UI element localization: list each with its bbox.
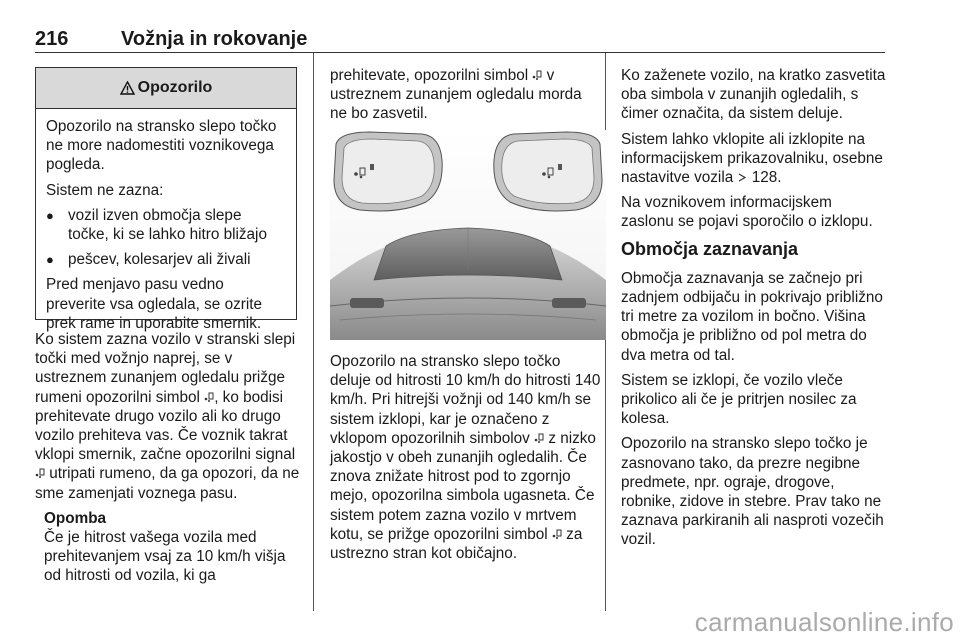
note-text: Če je hitrost vašega vozila med prehitevanjem vsaj za 10 km/h višja od hitrosti od vozila, ki ga <box>44 529 286 585</box>
warning-paragraph: Sistem ne zazna: <box>46 181 164 199</box>
paragraph: Opozorilo na stransko slepo točko je zasnovano tako, da prezre negibne predmete, npr. ograje, drogove, robnike, zidove in stebre. Prav tako ne zaznava parkiranih ali nasproti vozečih vozil. <box>621 435 884 549</box>
blind-spot-icon <box>204 392 214 403</box>
header-rule <box>35 52 885 53</box>
paragraph: Ko sistem zazna vozilo v stranski slepi točki med vožnjo naprej, se v ustreznem zunanjem ogledalu prižge rumeni opozorilni simbol , ko bodisi prehitevate drugo vozilo ali ko drugo vozilo prehiteva vas. Če voznik takrat vklopi smernik, začne opozorilni signal utripati rumeno, da ga opozori, da ne sme zamenjati voznega pasu. <box>35 331 300 502</box>
watermark: carmanualsonline.info <box>694 607 954 637</box>
column-1-text <box>35 330 300 586</box>
paragraph: Ko zaženete vozilo, na kratko zasvetita oba simbola v zunanjih ogledalih, s čimer označita, da sistem deluje. <box>621 67 886 123</box>
paragraph: Sistem se izklopi, če vozilo vleče prikolico ali če je pritrjen nosilec za kolesa. <box>621 371 857 428</box>
bullet-icon: ● <box>46 252 54 268</box>
blind-spot-icon <box>534 433 544 444</box>
paragraph: Na voznikovem informacijskem zaslonu se pojavi sporočilo o izklopu. <box>621 194 873 231</box>
page-header <box>35 26 885 52</box>
warning-paragraph: Pred menjavo pasu vedno preverite vsa ogledala, se ozrite prek rame in uporabite smernik. <box>46 276 262 332</box>
page-number: 216 <box>35 28 69 50</box>
column-2-bottom-text <box>330 352 602 569</box>
bullet-icon: ● <box>46 207 54 223</box>
warning-box <box>35 67 297 332</box>
right-mirror-icon <box>494 132 602 211</box>
page-reference[interactable]: 128. <box>751 169 782 187</box>
mirror-illustration <box>330 130 606 340</box>
paragraph: Območja zaznavanja se začnejo pri zadnjem odbijaču in pokrivajo približno tri metre za vozilom in bočno. Višina območja je približno od pol metra do dva metra od tal. <box>621 269 883 364</box>
warning-header <box>36 68 296 109</box>
blind-spot-icon <box>35 468 45 479</box>
blind-spot-icon <box>552 529 562 540</box>
page-reference-arrow-icon <box>737 172 747 183</box>
paragraph: prehitevate, opozorilni simbol v ustreznem zunanjem ogledalu morda ne bo zasvetil. <box>330 67 582 123</box>
column-divider-1 <box>313 53 314 611</box>
list-item <box>46 250 286 269</box>
warning-title: Opozorilo <box>137 79 213 96</box>
chapter-title: Vožnja in rokovanje <box>121 28 308 50</box>
list-item <box>46 206 286 244</box>
warning-paragraph: Opozorilo na stransko slepo točko ne more nadomestiti voznikovega pogleda. <box>46 118 277 174</box>
left-mirror-icon <box>334 132 442 211</box>
section-heading: Območja zaznavanja <box>621 238 799 259</box>
blind-spot-icon <box>532 70 542 81</box>
list-item-text: pešcev, kolesarjev ali živali <box>68 251 251 269</box>
note-title: Opomba <box>44 509 107 527</box>
paragraph: Opozorilo na stransko slepo točko deluje od hitrosti 10 km/h do hitrosti 140 km/h. Pri hitrejši vožnji od 140 km/h se sistem izklopi, kar je označeno z vklopom opozorilnih simbolov z nizko jakostjo v obeh zunanjih ogledalih. Če znova znižate hitrost pod to zgornjo mejo, opozorilna simbola ugasneta. Če sistem potem zazna vozilo v mrtvem kotu, se prižge opozorilni simbol za ustrezno stran kot običajno. <box>330 353 601 563</box>
column-3-text <box>621 66 887 556</box>
warning-triangle-icon <box>120 81 135 95</box>
list-item-text: vozil izven območja slepe točke, ki se lahko hitro bližajo <box>68 206 267 244</box>
column-2-top-text <box>330 66 600 130</box>
note-block <box>35 509 300 586</box>
paragraph: Sistem lahko vklopite ali izklopite na informacijskem prikazovalniku, osebne nastavitve vozila 128. <box>621 130 883 187</box>
